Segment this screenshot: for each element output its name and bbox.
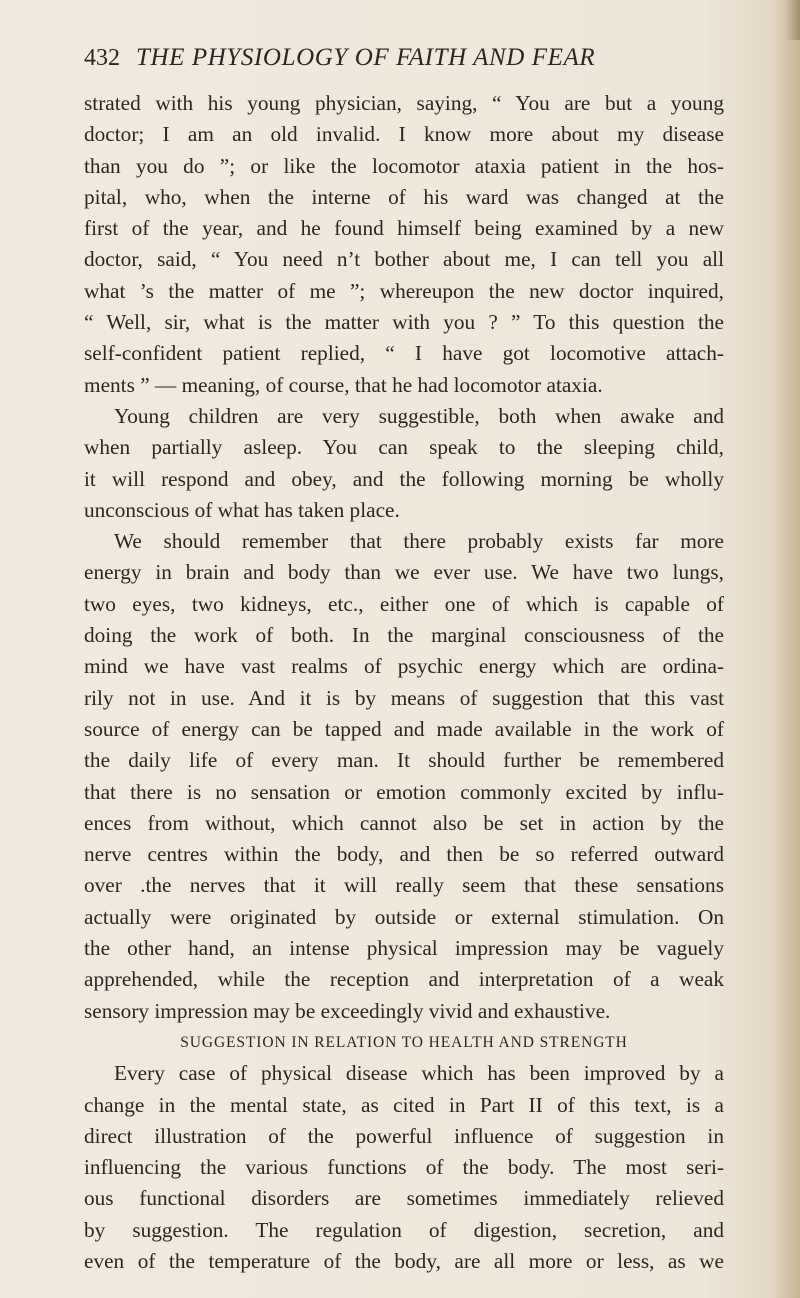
text-line: when partially asleep. You can speak to the sleeping child,	[84, 435, 724, 460]
text-line: ences from without, which cannot also be set in action by the	[84, 810, 724, 835]
page-edge-mark	[786, 0, 800, 40]
text-line: energy in brain and body than we ever use. We have two lungs,	[84, 560, 724, 585]
text-line: direct illustration of the powerful influence of suggestion in	[84, 1123, 724, 1148]
running-head: THE PHYSIOLOGY OF FAITH AND FEAR	[136, 44, 596, 71]
text-line: sensory impression may be exceedingly vivid and exhaustive.	[84, 998, 611, 1023]
text-line: the daily life of every man. It should further be remembered	[84, 748, 724, 773]
page-header	[84, 40, 734, 76]
text-line: it will respond and obey, and the following morning be wholly	[84, 466, 724, 491]
text-line: change in the mental state, as cited in Part II of this text, is a	[84, 1092, 724, 1117]
text-line: influencing the various functions of the body. The most seri-	[84, 1155, 724, 1180]
body-text	[84, 88, 724, 1277]
text-line: nerve centres within the body, and then be so referred outward	[84, 842, 724, 867]
text-line: ous functional disorders are sometimes immediately relieved	[84, 1186, 724, 1211]
text-line: what ’s the matter of me ”; whereupon the new doctor inquired,	[84, 278, 724, 303]
text-line: that there is no sensation or emotion commonly excited by influ-	[84, 779, 724, 804]
text-line: unconscious of what has taken place.	[84, 497, 400, 522]
text-line: the other hand, an intense physical impression may be vaguely	[84, 936, 724, 961]
paragraph-first-line: Young children are very suggestible, both when awake and	[114, 403, 724, 428]
text-line: doctor, said, “ You need n’t bother about me, I can tell you all	[84, 247, 724, 272]
text-line: apprehended, while the reception and interpretation of a weak	[84, 967, 724, 992]
text-line: first of the year, and he found himself being examined by a new	[84, 216, 724, 241]
text-line: actually were originated by outside or external stimulation. On	[84, 904, 724, 929]
text-line: doctor; I am an old invalid. I know more about my disease	[84, 122, 724, 147]
text-line: rily not in use. And it is by means of suggestion that this vast	[84, 685, 724, 710]
text-line: source of energy can be tapped and made available in the work of	[84, 716, 724, 741]
paragraph-first-line: Every case of physical disease which has been improved by a	[114, 1061, 724, 1086]
text-line: ments ” — meaning, of course, that he had locomotor ataxia.	[84, 372, 603, 397]
text-line: mind we have vast realms of psychic energy which are ordina-	[84, 654, 724, 679]
paragraph-first-line: We should remember that there probably exists far more	[114, 529, 724, 554]
page-edge-shadow	[774, 0, 800, 1298]
page-number: 432	[84, 45, 120, 71]
section-heading: SUGGESTION IN RELATION TO HEALTH AND STRENGTH	[180, 1033, 628, 1051]
text-line: pital, who, when the interne of his ward was changed at the	[84, 184, 724, 209]
text-line: than you do ”; or like the locomotor ataxia patient in the hos-	[84, 153, 724, 178]
text-line: “ Well, sir, what is the matter with you ? ” To this question the	[84, 310, 724, 335]
text-line: by suggestion. The regulation of digestion, secretion, and	[84, 1217, 724, 1242]
text-line: two eyes, two kidneys, etc., either one of which is capable of	[84, 591, 724, 616]
text-line: strated with his young physician, saying, “ You are but a young	[84, 91, 724, 115]
text-line: doing the work of both. In the marginal consciousness of the	[84, 623, 724, 648]
text-line: over .the nerves that it will really seem that these sensations	[84, 873, 724, 898]
text-line: self-confident patient replied, “ I have got locomotive attach-	[84, 341, 724, 366]
text-line: even of the temperature of the body, are all more or less, as we	[84, 1248, 724, 1273]
